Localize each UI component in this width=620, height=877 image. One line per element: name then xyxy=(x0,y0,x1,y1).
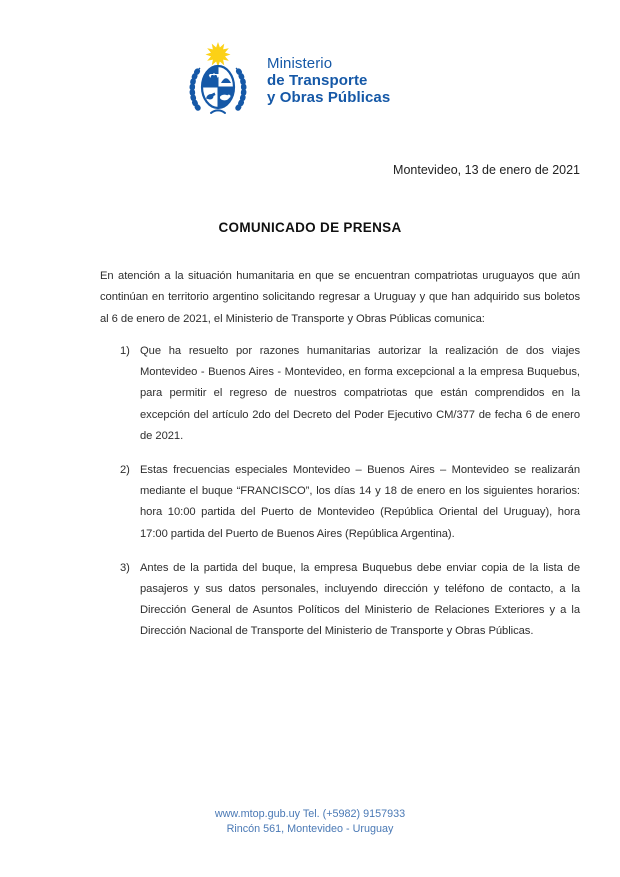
item-text: Antes de la partida del buque, la empresa Buquebus debe enviar copia de la lista de pasajeros y sus datos personales, incluyendo dirección y teléfono de contacto, a la Dirección General de Asuntos Políticos del Ministerio de Relaciones Exteriores y a la Dirección Nacional de Transporte del Ministerio de Transporte y Obras Públicas. xyxy=(140,561,580,638)
footer-contact-line: www.mtop.gub.uy Tel. (+5982) 9157933 xyxy=(214,808,406,820)
dateline: Montevideo, 13 de enero de 2021 xyxy=(393,163,580,177)
item-number: 3) xyxy=(120,561,130,574)
document-title: COMUNICADO DE PRENSA xyxy=(218,220,402,235)
intro-paragraph: En atención a la situación humanitaria en que se encuentran compatriotas uruguayos que aún continúan en territorio argentino solicitando regresar a Uruguay y que han adquirido sus boletos al 6 de enero de 2021, el Ministerio de Transporte y Obras Públicas comunica: xyxy=(100,270,580,325)
list-item-3 xyxy=(120,558,580,643)
ministry-logo xyxy=(182,40,390,118)
item-text: Estas frecuencias especiales Montevideo – Buenos Aires – Montevideo se realizarán mediante el buque “FRANCISCO”, los días 14 y 18 de enero en los siguientes horarios: hora 10:00 partida del Puerto de Montevideo (República Oriental del Uruguay), hora 17:00 partida del Puerto de Buenos Aires (República Argentina). xyxy=(140,464,580,540)
page-footer xyxy=(0,807,620,837)
ministry-name-line1: Ministerio xyxy=(267,55,333,72)
item-list xyxy=(120,341,580,656)
ministry-name xyxy=(267,55,390,106)
item-number: 1) xyxy=(120,345,130,357)
ministry-name-line3: y Obras Públicas xyxy=(267,89,391,106)
footer-address-line: Rincón 561, Montevideo - Uruguay xyxy=(226,823,394,835)
list-item-1 xyxy=(120,341,580,447)
item-number: 2) xyxy=(120,464,130,477)
ministry-name-line2: de Transporte xyxy=(267,72,368,89)
uruguay-coat-of-arms-icon xyxy=(182,40,254,118)
list-item-2 xyxy=(120,460,580,545)
item-text: Que ha resuelto por razones humanitarias autorizar la realización de dos viajes Montevideo - Buenos Aires - Montevideo, en forma excepcional a la empresa Buquebus, para permitir el regreso de nuestros compatriotas que están comprendidos en la excepción del artículo 2do del Decreto del Poder Ejecutivo CM/377 de fecha 6 de enero de 2021. xyxy=(140,345,580,442)
